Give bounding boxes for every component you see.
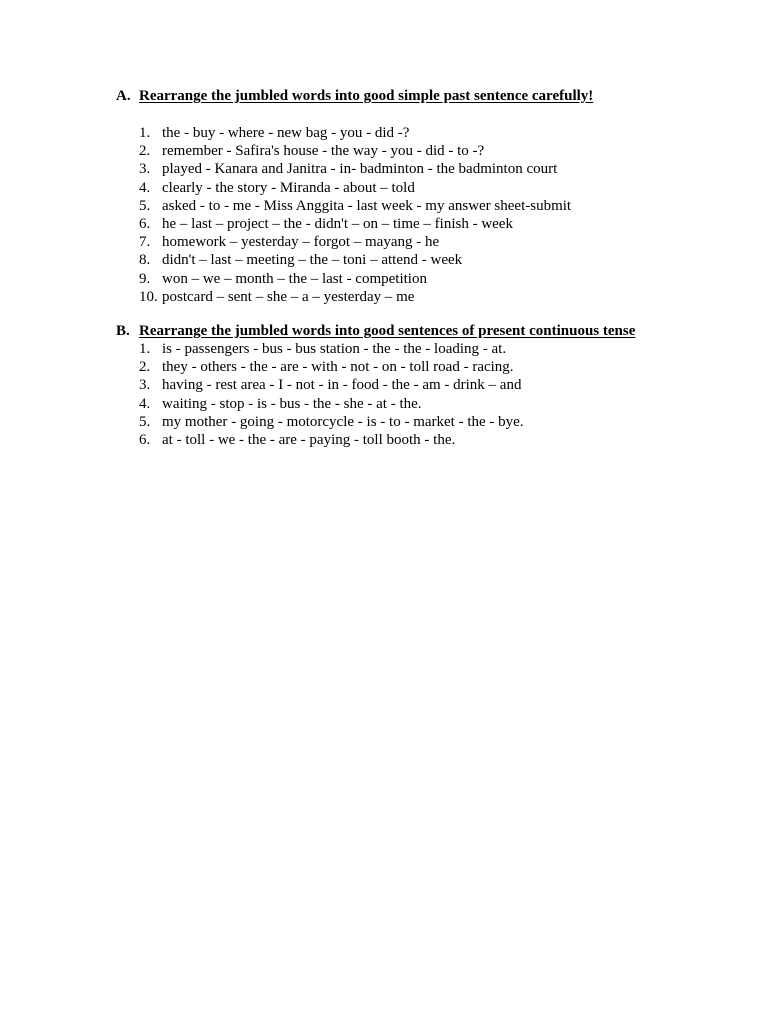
item-number: 3.	[139, 377, 151, 394]
list-item	[116, 124, 676, 142]
item-number: 4.	[139, 395, 151, 412]
item-text: they - others - the - are - with - not - on - toll road - racing.	[162, 359, 514, 376]
item-number: 5.	[139, 413, 151, 430]
item-text: asked - to - me - Miss Anggita - last week - my answer sheet-submit	[162, 197, 572, 214]
list-item	[116, 288, 676, 306]
item-number: 3.	[139, 161, 151, 178]
item-text: my mother - going - motorcycle - is - to - market - the - bye.	[162, 413, 524, 430]
list-item	[116, 179, 676, 197]
section-b-heading-text: Rearrange the jumbled words into good sentences of present continuous tense	[139, 323, 636, 339]
list-item	[116, 197, 676, 215]
item-number: 2.	[139, 359, 151, 376]
list-item	[116, 160, 676, 178]
section-b-list	[116, 340, 676, 449]
item-text: didn't – last – meeting – the – toni – attend - week	[162, 252, 463, 269]
section-a-heading-text: Rearrange the jumbled words into good simple past sentence carefully!	[139, 88, 594, 104]
item-number: 6.	[139, 215, 151, 232]
list-item	[116, 395, 676, 413]
list-item	[116, 142, 676, 160]
item-text: homework – yesterday – forgot – mayang - he	[162, 234, 440, 251]
section-a-heading	[116, 87, 676, 105]
item-number: 6.	[139, 431, 151, 448]
list-item	[116, 358, 676, 376]
item-text: having - rest area - I - not - in - food - the - am - drink – and	[162, 377, 522, 394]
list-item	[116, 376, 676, 394]
item-number: 4.	[139, 179, 151, 196]
list-item	[116, 215, 676, 233]
item-number: 9.	[139, 270, 151, 287]
item-text: he – last – project – the - didn't – on – time – finish - week	[162, 215, 513, 232]
item-text: played - Kanara and Janitra - in- badminton - the badminton court	[162, 161, 558, 178]
list-item	[116, 251, 676, 269]
item-text: is - passengers - bus - bus station - the - the - loading - at.	[162, 341, 507, 357]
item-number: 1.	[139, 125, 151, 141]
item-number: 1.	[139, 341, 151, 357]
section-b	[116, 322, 676, 449]
item-text: remember - Safira's house - the way - you - did - to -?	[162, 143, 485, 160]
section-a	[116, 87, 676, 306]
item-number: 10.	[139, 288, 158, 305]
list-item	[116, 233, 676, 251]
section-a-list	[116, 124, 676, 306]
item-text: waiting - stop - is - bus - the - she - at - the.	[162, 395, 422, 412]
item-text: at - toll - we - the - are - paying - toll booth - the.	[162, 431, 456, 448]
section-a-letter: A.	[116, 88, 131, 104]
list-item	[116, 431, 676, 449]
item-number: 7.	[139, 234, 151, 251]
item-number: 8.	[139, 252, 151, 269]
item-number: 2.	[139, 143, 151, 160]
item-text: clearly - the story - Miranda - about – told	[162, 179, 415, 196]
list-item	[116, 413, 676, 431]
item-text: won – we – month – the – last - competition	[162, 270, 427, 287]
item-text: postcard – sent – she – a – yesterday – me	[162, 288, 415, 305]
item-number: 5.	[139, 197, 151, 214]
list-item	[116, 270, 676, 288]
item-text: the - buy - where - new bag - you - did -?	[162, 125, 410, 141]
section-b-heading	[116, 322, 676, 340]
list-item	[116, 340, 676, 358]
section-b-letter: B.	[116, 323, 130, 339]
